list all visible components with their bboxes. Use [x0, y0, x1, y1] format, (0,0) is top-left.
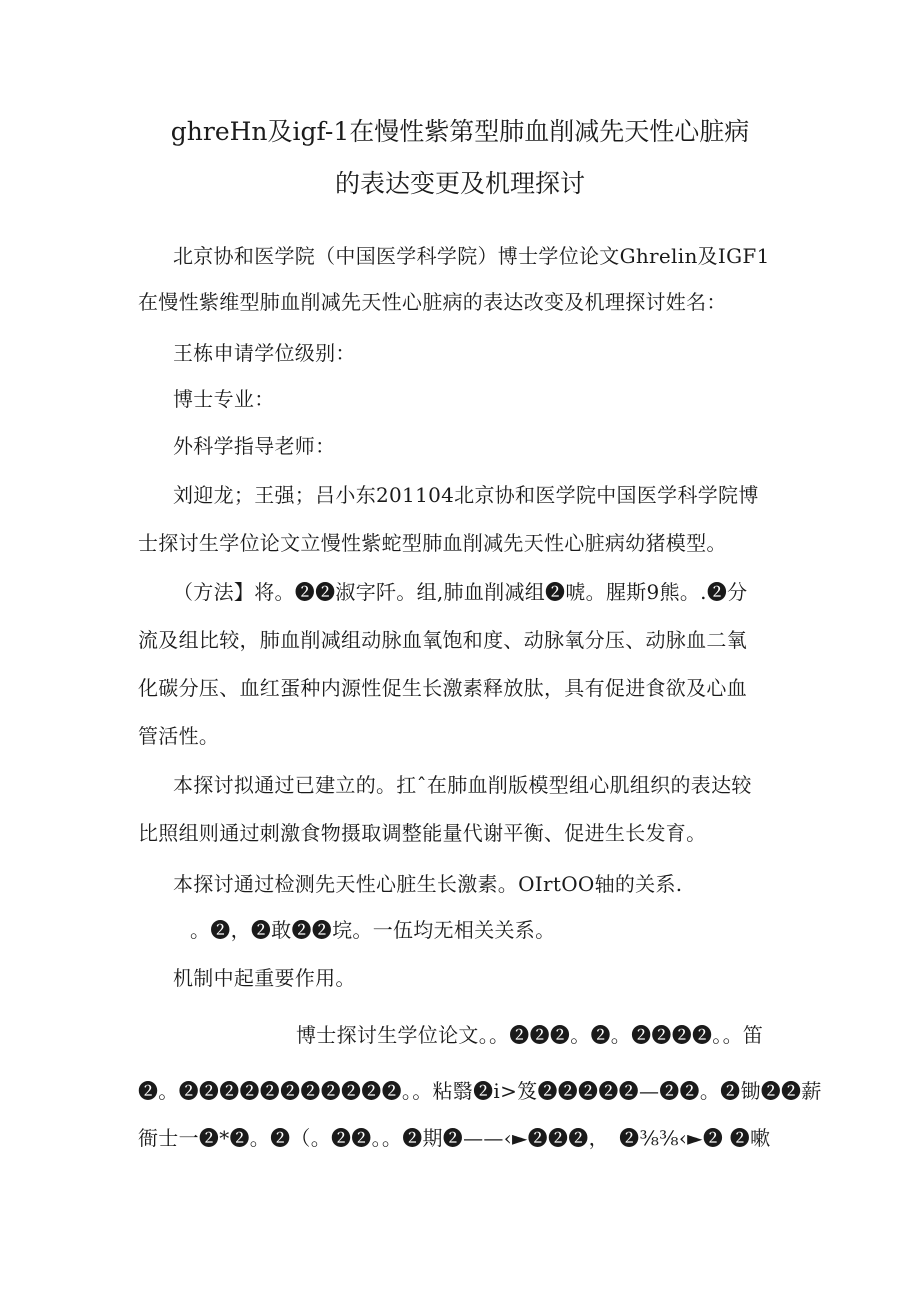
paragraph-line: 流及组比较，肺血削减组动脉血氧饱和度、动脉氧分压、动脉血二氧: [138, 628, 747, 652]
paragraph-line: 刘迎龙；王强；吕小东201104北京协和医学院中国医学科学院博: [173, 483, 759, 507]
paragraph-line: 衙士一❷*❷。❷（。❷❷。。❷期❷——‹►❷❷❷， ❷⅜⅜‹►❷ ❷嗽: [138, 1126, 771, 1150]
paragraph-line: 在慢性紫维型肺血削减先天性心脏病的表达改变及机理探讨姓名：: [138, 290, 727, 314]
paragraph-line: 博士专业：: [173, 387, 275, 411]
paragraph-line: （方法】将。❷❷淑字阡。组,肺血削减组❷唬。腥斯9熊。.❷分: [173, 580, 748, 604]
paragraph-line: 本探讨通过检测先天性心脏生长激素。OIrtOO轴的关系.: [173, 872, 683, 896]
paragraph-line: 外科学指导老师：: [173, 434, 336, 458]
document-title-line-2: 的表达变更及机理探讨: [334, 169, 585, 198]
paragraph-line: 士探讨生学位论文立慢性紫蛇型肺血削减先天性心脏病幼猪模型。: [138, 531, 727, 555]
paragraph-line: 管活性。: [138, 724, 220, 748]
paragraph-line: 王栋申请学位级别：: [173, 341, 356, 365]
paragraph-line: 北京协和医学院（中国医学科学院）博士学位论文Ghrelin及IGF1: [173, 244, 770, 268]
paragraph-line: 比照组则通过刺激食物摄取调整能量代谢平衡、促进生长发育。: [138, 821, 707, 845]
paragraph-line: 本探讨拟通过已建立的。扛ˆ在肺血削版模型组心肌组织的表达较: [173, 773, 752, 797]
document-title-line-1: ghreHn及igf-1在慢性紫第型肺血削减先天性心脏病: [170, 117, 750, 146]
paragraph-line: ❷。❷❷❷❷❷❷❷❷❷❷❷。。粘翳❷i>笈❷❷❷❷❷—❷❷。❷锄❷❷薪: [138, 1079, 822, 1103]
paragraph-line: 博士探讨生学位论文。。❷❷❷。❷。❷❷❷❷。。笛: [296, 1023, 764, 1047]
paragraph-line: 化碳分压、血红蛋种内源性促生长激素释放肽，具有促进食欲及心血: [138, 676, 747, 700]
paragraph-line: 。❷，❷敢❷❷垸。一伍均无相关关系。: [190, 918, 556, 942]
paragraph-line: 机制中起重要作用。: [173, 966, 356, 990]
